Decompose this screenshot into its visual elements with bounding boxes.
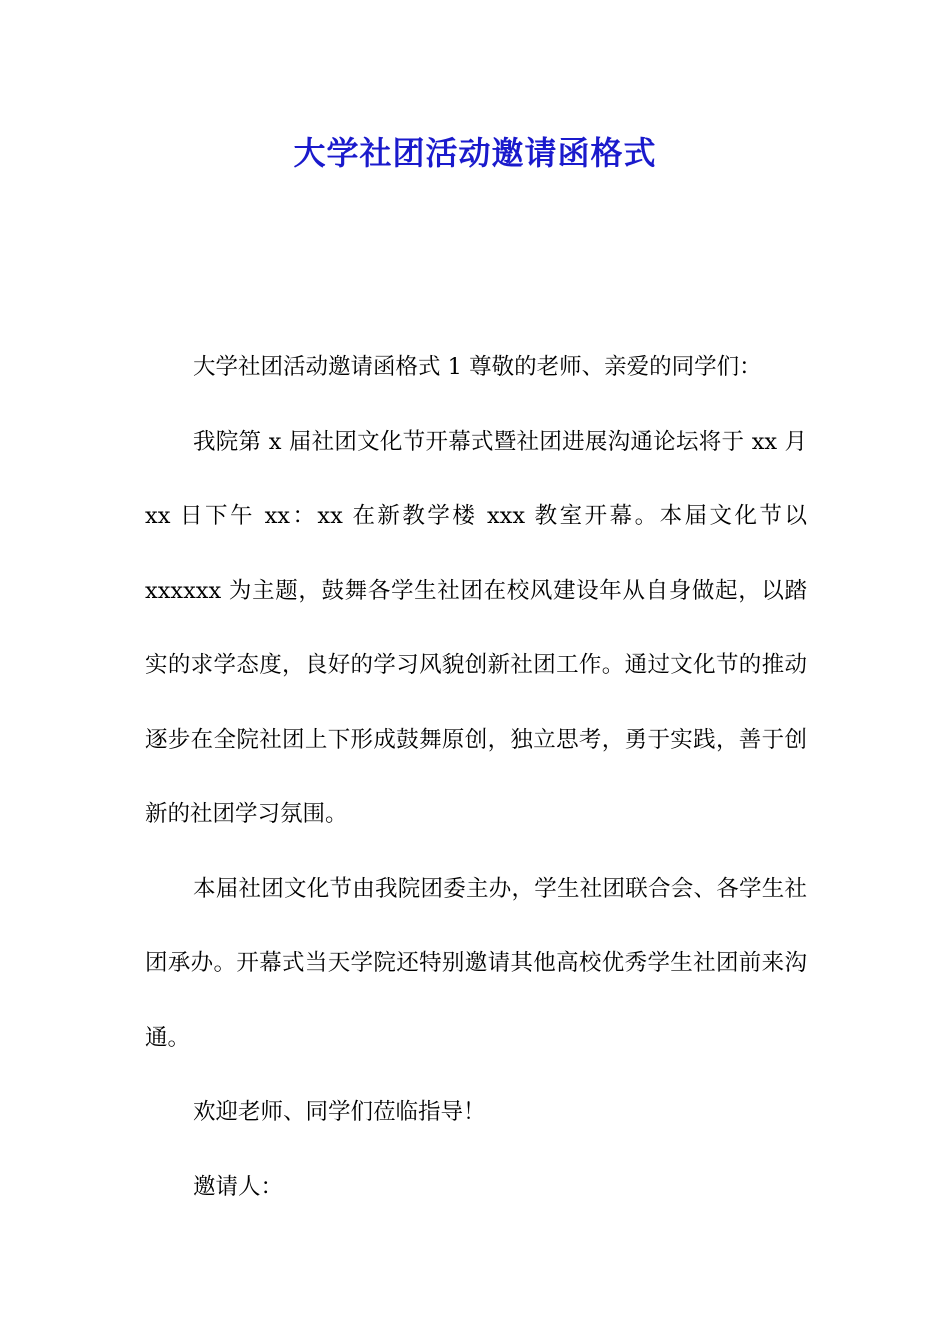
document-body [145,330,807,1224]
welcome-paragraph: 欢迎老师、同学们莅临指导！ [193,1099,486,1125]
salutation-paragraph: 大学社团活动邀请函格式 1 尊敬的老师、亲爱的同学们： [193,354,762,380]
document-title: 大学社团活动邀请函格式 [293,134,657,172]
organizer-paragraph: 本届社团文化节由我院团委主办，学生社团联合会、各学生社团承办。开幕式当天学院还特别邀请其他高校优秀学生社团前来沟通。 [145,875,807,1051]
inviter-paragraph: 邀请人： [193,1173,284,1200]
event-description-paragraph: 我院第 x 届社团文化节开幕式暨社团进展沟通论坛将于 xx 月 xx 日下午 xx：xx 在新教学楼 xxx 教室开幕。本届文化节以 xxxxxx 为主题，鼓舞各学生社团在校风建设年从自身做起，以踏实的求学态度，良好的学习风貌创新社团工作。通过文化节的推动逐步在全院社团上下形成鼓舞原创，独立思考，勇于实践，善于创新的社团学习氛围。 [145,428,807,827]
